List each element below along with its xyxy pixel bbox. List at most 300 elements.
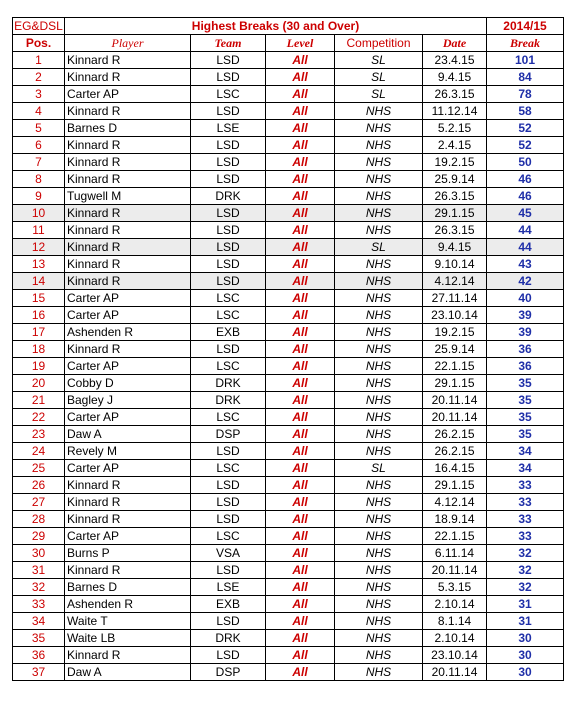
- cell-break: 32: [487, 562, 564, 579]
- cell-break: 36: [487, 341, 564, 358]
- table-row: [13, 596, 564, 613]
- cell-date: 9.4.15: [423, 69, 487, 86]
- cell-pos: 32: [13, 579, 65, 596]
- table-row: [13, 460, 564, 477]
- cell-level: All: [266, 307, 335, 324]
- cell-player: Barnes D: [65, 579, 191, 596]
- cell-competition: NHS: [335, 545, 423, 562]
- cell-break: 52: [487, 137, 564, 154]
- table-row: [13, 290, 564, 307]
- cell-player: Kinnard R: [65, 647, 191, 664]
- cell-player: Kinnard R: [65, 103, 191, 120]
- cell-team: LSD: [191, 613, 266, 630]
- cell-competition: NHS: [335, 273, 423, 290]
- cell-date: 26.3.15: [423, 222, 487, 239]
- cell-player: Carter AP: [65, 409, 191, 426]
- cell-competition: NHS: [335, 664, 423, 681]
- cell-break: 101: [487, 52, 564, 69]
- cell-player: Kinnard R: [65, 273, 191, 290]
- header-player: Player: [65, 35, 191, 52]
- season-label: 2014/15: [487, 18, 564, 35]
- cell-competition: NHS: [335, 120, 423, 137]
- cell-level: All: [266, 630, 335, 647]
- cell-pos: 4: [13, 103, 65, 120]
- cell-competition: NHS: [335, 596, 423, 613]
- cell-pos: 20: [13, 375, 65, 392]
- cell-pos: 25: [13, 460, 65, 477]
- cell-date: 2.10.14: [423, 596, 487, 613]
- cell-team: LSD: [191, 511, 266, 528]
- cell-date: 8.1.14: [423, 613, 487, 630]
- cell-break: 33: [487, 477, 564, 494]
- cell-break: 46: [487, 188, 564, 205]
- cell-pos: 1: [13, 52, 65, 69]
- cell-pos: 34: [13, 613, 65, 630]
- table-row: [13, 392, 564, 409]
- table-row: [13, 511, 564, 528]
- cell-break: 52: [487, 120, 564, 137]
- cell-break: 32: [487, 545, 564, 562]
- cell-competition: NHS: [335, 205, 423, 222]
- cell-date: 6.11.14: [423, 545, 487, 562]
- cell-player: Ashenden R: [65, 324, 191, 341]
- cell-player: Carter AP: [65, 528, 191, 545]
- cell-player: Kinnard R: [65, 494, 191, 511]
- cell-level: All: [266, 494, 335, 511]
- cell-pos: 14: [13, 273, 65, 290]
- cell-pos: 7: [13, 154, 65, 171]
- cell-date: 26.2.15: [423, 426, 487, 443]
- cell-level: All: [266, 596, 335, 613]
- cell-level: All: [266, 256, 335, 273]
- table-row: [13, 239, 564, 256]
- cell-team: EXB: [191, 596, 266, 613]
- table-row: [13, 647, 564, 664]
- cell-competition: NHS: [335, 171, 423, 188]
- table-row: [13, 341, 564, 358]
- cell-competition: NHS: [335, 324, 423, 341]
- cell-level: All: [266, 205, 335, 222]
- cell-competition: NHS: [335, 154, 423, 171]
- cell-competition: NHS: [335, 137, 423, 154]
- cell-pos: 22: [13, 409, 65, 426]
- cell-team: EXB: [191, 324, 266, 341]
- cell-player: Kinnard R: [65, 562, 191, 579]
- cell-pos: 26: [13, 477, 65, 494]
- table-row: [13, 358, 564, 375]
- table-row: [13, 528, 564, 545]
- cell-team: LSD: [191, 239, 266, 256]
- cell-date: 2.4.15: [423, 137, 487, 154]
- cell-team: LSD: [191, 256, 266, 273]
- cell-pos: 6: [13, 137, 65, 154]
- cell-player: Carter AP: [65, 290, 191, 307]
- title-row: [13, 18, 564, 35]
- cell-level: All: [266, 426, 335, 443]
- cell-date: 9.4.15: [423, 239, 487, 256]
- cell-pos: 31: [13, 562, 65, 579]
- cell-date: 20.11.14: [423, 409, 487, 426]
- cell-pos: 28: [13, 511, 65, 528]
- cell-date: 19.2.15: [423, 324, 487, 341]
- cell-level: All: [266, 69, 335, 86]
- cell-team: DSP: [191, 426, 266, 443]
- cell-player: Kinnard R: [65, 171, 191, 188]
- cell-pos: 36: [13, 647, 65, 664]
- cell-team: DRK: [191, 392, 266, 409]
- cell-competition: NHS: [335, 562, 423, 579]
- table-row: [13, 69, 564, 86]
- cell-player: Ashenden R: [65, 596, 191, 613]
- cell-team: LSC: [191, 307, 266, 324]
- table-row: [13, 494, 564, 511]
- cell-level: All: [266, 528, 335, 545]
- cell-pos: 10: [13, 205, 65, 222]
- header-date: Date: [423, 35, 487, 52]
- cell-team: LSD: [191, 52, 266, 69]
- cell-competition: NHS: [335, 443, 423, 460]
- cell-player: Kinnard R: [65, 477, 191, 494]
- cell-break: 35: [487, 426, 564, 443]
- cell-date: 11.12.14: [423, 103, 487, 120]
- cell-pos: 29: [13, 528, 65, 545]
- cell-player: Carter AP: [65, 460, 191, 477]
- cell-date: 29.1.15: [423, 375, 487, 392]
- cell-team: LSC: [191, 86, 266, 103]
- cell-break: 40: [487, 290, 564, 307]
- cell-player: Kinnard R: [65, 222, 191, 239]
- cell-competition: NHS: [335, 290, 423, 307]
- org-label: EG&DSL: [14, 19, 63, 33]
- table-row: [13, 171, 564, 188]
- cell-team: DSP: [191, 664, 266, 681]
- cell-break: 35: [487, 392, 564, 409]
- cell-level: All: [266, 324, 335, 341]
- table-row: [13, 324, 564, 341]
- cell-date: 26.3.15: [423, 86, 487, 103]
- cell-break: 33: [487, 528, 564, 545]
- cell-pos: 13: [13, 256, 65, 273]
- cell-break: 32: [487, 579, 564, 596]
- cell-competition: NHS: [335, 647, 423, 664]
- cell-player: Barnes D: [65, 120, 191, 137]
- cell-break: 58: [487, 103, 564, 120]
- cell-competition: NHS: [335, 613, 423, 630]
- table-row: [13, 477, 564, 494]
- cell-team: LSC: [191, 358, 266, 375]
- cell-team: VSA: [191, 545, 266, 562]
- table-row: [13, 273, 564, 290]
- cell-date: 19.2.15: [423, 154, 487, 171]
- cell-competition: NHS: [335, 494, 423, 511]
- cell-date: 23.10.14: [423, 647, 487, 664]
- cell-competition: NHS: [335, 528, 423, 545]
- header-pos: Pos.: [13, 35, 65, 52]
- cell-pos: 27: [13, 494, 65, 511]
- table-row: [13, 120, 564, 137]
- cell-competition: SL: [335, 69, 423, 86]
- cell-player: Daw A: [65, 664, 191, 681]
- cell-level: All: [266, 511, 335, 528]
- cell-pos: 21: [13, 392, 65, 409]
- cell-level: All: [266, 222, 335, 239]
- cell-level: All: [266, 443, 335, 460]
- cell-level: All: [266, 188, 335, 205]
- cell-competition: NHS: [335, 511, 423, 528]
- cell-team: LSD: [191, 562, 266, 579]
- header-team: Team: [191, 35, 266, 52]
- cell-break: 30: [487, 664, 564, 681]
- highest-breaks-table: [12, 17, 564, 681]
- table-row: [13, 222, 564, 239]
- cell-date: 22.1.15: [423, 528, 487, 545]
- table-row: [13, 426, 564, 443]
- cell-pos: 5: [13, 120, 65, 137]
- cell-team: LSD: [191, 341, 266, 358]
- cell-break: 46: [487, 171, 564, 188]
- cell-break: 35: [487, 375, 564, 392]
- cell-break: 84: [487, 69, 564, 86]
- cell-date: 5.3.15: [423, 579, 487, 596]
- cell-break: 43: [487, 256, 564, 273]
- cell-break: 45: [487, 205, 564, 222]
- cell-player: Carter AP: [65, 358, 191, 375]
- cell-player: Kinnard R: [65, 239, 191, 256]
- cell-date: 23.10.14: [423, 307, 487, 324]
- table-row: [13, 545, 564, 562]
- cell-pos: 24: [13, 443, 65, 460]
- cell-competition: NHS: [335, 375, 423, 392]
- cell-level: All: [266, 137, 335, 154]
- cell-level: All: [266, 545, 335, 562]
- cell-player: Cobby D: [65, 375, 191, 392]
- header-competition: Competition: [335, 35, 423, 52]
- cell-date: 26.2.15: [423, 443, 487, 460]
- cell-date: 25.9.14: [423, 171, 487, 188]
- cell-player: Kinnard R: [65, 341, 191, 358]
- cell-break: 44: [487, 222, 564, 239]
- cell-team: LSC: [191, 528, 266, 545]
- cell-pos: 37: [13, 664, 65, 681]
- cell-pos: 8: [13, 171, 65, 188]
- cell-pos: 30: [13, 545, 65, 562]
- cell-competition: SL: [335, 460, 423, 477]
- cell-competition: NHS: [335, 630, 423, 647]
- cell-player: Tugwell M: [65, 188, 191, 205]
- cell-player: Kinnard R: [65, 69, 191, 86]
- cell-team: LSD: [191, 205, 266, 222]
- cell-pos: 15: [13, 290, 65, 307]
- cell-level: All: [266, 460, 335, 477]
- cell-date: 4.12.14: [423, 273, 487, 290]
- cell-pos: 18: [13, 341, 65, 358]
- cell-competition: NHS: [335, 579, 423, 596]
- cell-competition: NHS: [335, 409, 423, 426]
- cell-break: 42: [487, 273, 564, 290]
- cell-pos: 2: [13, 69, 65, 86]
- cell-level: All: [266, 562, 335, 579]
- cell-team: LSD: [191, 69, 266, 86]
- cell-level: All: [266, 664, 335, 681]
- cell-competition: NHS: [335, 103, 423, 120]
- cell-date: 16.4.15: [423, 460, 487, 477]
- table-row: [13, 86, 564, 103]
- cell-level: All: [266, 171, 335, 188]
- cell-pos: 3: [13, 86, 65, 103]
- table-row: [13, 409, 564, 426]
- cell-break: 30: [487, 647, 564, 664]
- cell-date: 4.12.14: [423, 494, 487, 511]
- cell-level: All: [266, 86, 335, 103]
- cell-date: 9.10.14: [423, 256, 487, 273]
- header-row: [13, 35, 564, 52]
- cell-team: LSD: [191, 273, 266, 290]
- cell-break: 33: [487, 494, 564, 511]
- cell-team: DRK: [191, 188, 266, 205]
- cell-team: LSC: [191, 409, 266, 426]
- cell-pos: 19: [13, 358, 65, 375]
- table-row: [13, 579, 564, 596]
- table-row: [13, 188, 564, 205]
- cell-player: Kinnard R: [65, 154, 191, 171]
- cell-break: 36: [487, 358, 564, 375]
- cell-pos: 33: [13, 596, 65, 613]
- breaks-table-body: [13, 52, 564, 681]
- cell-player: Revely M: [65, 443, 191, 460]
- cell-date: 20.11.14: [423, 664, 487, 681]
- cell-level: All: [266, 239, 335, 256]
- cell-player: Waite T: [65, 613, 191, 630]
- cell-level: All: [266, 647, 335, 664]
- cell-date: 20.11.14: [423, 392, 487, 409]
- cell-team: LSD: [191, 137, 266, 154]
- cell-date: 5.2.15: [423, 120, 487, 137]
- cell-level: All: [266, 375, 335, 392]
- cell-team: LSD: [191, 477, 266, 494]
- cell-team: LSD: [191, 171, 266, 188]
- table-row: [13, 137, 564, 154]
- cell-level: All: [266, 103, 335, 120]
- cell-level: All: [266, 341, 335, 358]
- cell-level: All: [266, 613, 335, 630]
- table-row: [13, 443, 564, 460]
- cell-player: Burns P: [65, 545, 191, 562]
- cell-player: Daw A: [65, 426, 191, 443]
- cell-level: All: [266, 290, 335, 307]
- cell-level: All: [266, 154, 335, 171]
- table-row: [13, 256, 564, 273]
- cell-team: DRK: [191, 630, 266, 647]
- table-row: [13, 630, 564, 647]
- cell-competition: NHS: [335, 341, 423, 358]
- cell-date: 20.11.14: [423, 562, 487, 579]
- cell-competition: NHS: [335, 222, 423, 239]
- cell-competition: NHS: [335, 188, 423, 205]
- cell-break: 39: [487, 307, 564, 324]
- cell-date: 18.9.14: [423, 511, 487, 528]
- cell-team: DRK: [191, 375, 266, 392]
- cell-break: 39: [487, 324, 564, 341]
- table-row: [13, 562, 564, 579]
- cell-team: LSD: [191, 443, 266, 460]
- cell-level: All: [266, 392, 335, 409]
- cell-player: Carter AP: [65, 86, 191, 103]
- sheet-title: Highest Breaks (30 and Over): [65, 18, 487, 35]
- table-row: [13, 52, 564, 69]
- cell-break: 30: [487, 630, 564, 647]
- table-row: [13, 613, 564, 630]
- cell-player: Bagley J: [65, 392, 191, 409]
- cell-pos: 12: [13, 239, 65, 256]
- cell-team: LSD: [191, 647, 266, 664]
- cell-break: 31: [487, 596, 564, 613]
- cell-date: 26.3.15: [423, 188, 487, 205]
- cell-team: LSE: [191, 579, 266, 596]
- cell-break: 34: [487, 443, 564, 460]
- cell-level: All: [266, 579, 335, 596]
- cell-break: 44: [487, 239, 564, 256]
- table-row: [13, 103, 564, 120]
- cell-team: LSD: [191, 154, 266, 171]
- cell-date: 22.1.15: [423, 358, 487, 375]
- cell-break: 35: [487, 409, 564, 426]
- cell-level: All: [266, 358, 335, 375]
- cell-team: LSD: [191, 103, 266, 120]
- cell-level: All: [266, 273, 335, 290]
- header-level: Level: [266, 35, 335, 52]
- cell-level: All: [266, 52, 335, 69]
- cell-date: 29.1.15: [423, 205, 487, 222]
- cell-pos: 11: [13, 222, 65, 239]
- cell-pos: 35: [13, 630, 65, 647]
- cell-competition: SL: [335, 86, 423, 103]
- cell-break: 31: [487, 613, 564, 630]
- cell-competition: NHS: [335, 426, 423, 443]
- cell-competition: NHS: [335, 307, 423, 324]
- cell-date: 25.9.14: [423, 341, 487, 358]
- table-row: [13, 307, 564, 324]
- cell-break: 33: [487, 511, 564, 528]
- cell-competition: SL: [335, 52, 423, 69]
- cell-break: 78: [487, 86, 564, 103]
- cell-player: Kinnard R: [65, 205, 191, 222]
- cell-player: Kinnard R: [65, 137, 191, 154]
- table-row: [13, 375, 564, 392]
- cell-date: 23.4.15: [423, 52, 487, 69]
- cell-level: All: [266, 409, 335, 426]
- cell-pos: 17: [13, 324, 65, 341]
- cell-date: 29.1.15: [423, 477, 487, 494]
- cell-break: 50: [487, 154, 564, 171]
- cell-player: Waite LB: [65, 630, 191, 647]
- cell-break: 34: [487, 460, 564, 477]
- cell-player: Kinnard R: [65, 52, 191, 69]
- cell-team: LSE: [191, 120, 266, 137]
- table-row: [13, 664, 564, 681]
- cell-competition: NHS: [335, 392, 423, 409]
- cell-date: 2.10.14: [423, 630, 487, 647]
- cell-competition: NHS: [335, 358, 423, 375]
- cell-team: LSC: [191, 290, 266, 307]
- cell-competition: SL: [335, 239, 423, 256]
- cell-player: Kinnard R: [65, 256, 191, 273]
- cell-team: LSD: [191, 494, 266, 511]
- cell-player: Carter AP: [65, 307, 191, 324]
- cell-level: All: [266, 120, 335, 137]
- header-break: Break: [487, 35, 564, 52]
- cell-competition: NHS: [335, 256, 423, 273]
- cell-team: LSD: [191, 222, 266, 239]
